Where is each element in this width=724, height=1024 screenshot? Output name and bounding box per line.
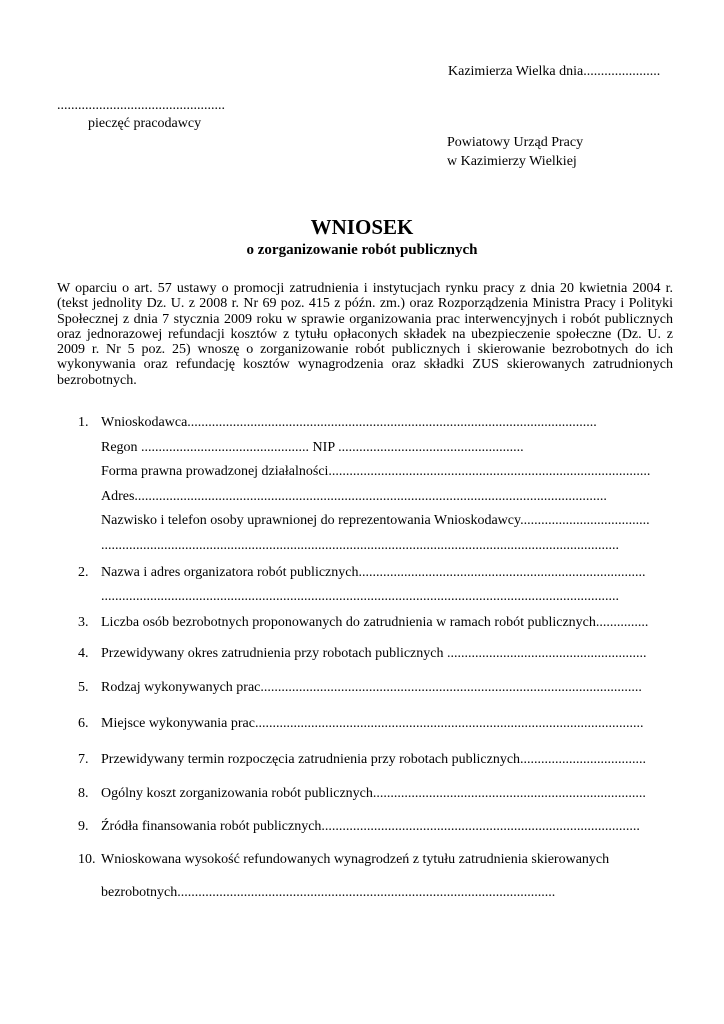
item-number: 3. bbox=[78, 615, 89, 630]
field-legal-form: Forma prawna prowadzonej działalności............................................................................................ bbox=[101, 464, 651, 479]
item-number: 2. bbox=[78, 565, 89, 580]
field-funding-sources: Źródła finansowania robót publicznych........................................................................................... bbox=[101, 819, 640, 834]
item-number: 9. bbox=[78, 819, 89, 834]
field-organizer: Nazwa i adres organizatora robót publicznych.................................................................................. bbox=[101, 565, 646, 580]
field-applicant: Wnioskodawca..................................................................................................................... bbox=[101, 415, 597, 430]
item-number: 10. bbox=[78, 852, 96, 867]
field-start-date: Przewidywany termin rozpoczęcia zatrudnienia przy robotach publicznych.................................... bbox=[101, 752, 647, 767]
item-number: 5. bbox=[78, 680, 89, 695]
field-refund-amount-cont: bezrobotnych............................................................................................................ bbox=[101, 885, 556, 900]
document-title: WNIOSEK bbox=[310, 215, 414, 239]
item-number: 1. bbox=[78, 415, 89, 430]
field-work-place: Miejsce wykonywania prac............................................................................................................... bbox=[101, 716, 644, 731]
item-number: 6. bbox=[78, 716, 89, 731]
field-representative: Nazwisko i telefon osoby uprawnionej do reprezentowania Wnioskodawcy..................................... bbox=[101, 513, 650, 528]
item-number: 7. bbox=[78, 752, 89, 767]
recipient-line2: w Kazimierzy Wielkiej bbox=[447, 154, 577, 169]
item-number: 8. bbox=[78, 786, 89, 801]
place-date: Kazimierza Wielka dnia...................... bbox=[448, 64, 661, 79]
intro-paragraph: W oparciu o art. 57 ustawy o promocji zatrudnienia i instytucjach rynku pracy z dnia 20 kwietnia 2004 r. (tekst jednolity Dz. U. z 2008 r. Nr 69 poz. 415 z późn. zm.) oraz Rozporządzenia Ministra Pracy i Polityki Społecznej z dnia 7 stycznia 2009 roku w sprawie organizowania prac interwencyjnych i robót publicznych oraz jednorazowej refundacji kosztów z tytułu opłaconych składek na ubezpieczenie społeczne (Dz. U. z 2009 r. Nr 5 poz. 25) wnoszę o zorganizowanie robót publicznych i skierowanie bezrobotnych do ich wykonywania oraz refundację kosztów wynagrodzenia oraz składki ZUS skierowanych zatrudnionych bezrobotnych. bbox=[57, 281, 673, 388]
field-number-of-unemployed: Liczba osób bezrobotnych proponowanych do zatrudnienia w ramach robót publicznych............... bbox=[101, 615, 649, 630]
stamp-line: ................................................ bbox=[57, 98, 225, 113]
field-regon-nip: Regon ................................................ NIP ..................................................... bbox=[101, 440, 524, 455]
field-address: Adres....................................................................................................................................... bbox=[101, 489, 607, 504]
field-blank-line: .................................................................................................................................................... bbox=[101, 589, 619, 604]
field-refund-amount: Wnioskowana wysokość refundowanych wynagrodzeń z tytułu zatrudnienia skierowanych bbox=[101, 852, 610, 867]
field-work-type: Rodzaj wykonywanych prac............................................................................................................. bbox=[101, 680, 642, 695]
recipient-line1: Powiatowy Urząd Pracy bbox=[447, 135, 584, 150]
field-employment-period: Przewidywany okres zatrudnienia przy robotach publicznych ......................................................... bbox=[101, 646, 647, 661]
field-blank-line: .................................................................................................................................................... bbox=[101, 538, 619, 553]
field-total-cost: Ogólny koszt zorganizowania robót publicznych.............................................................................. bbox=[101, 786, 646, 801]
document-subtitle: o zorganizowanie robót publicznych bbox=[246, 242, 478, 258]
stamp-label: pieczęć pracodawcy bbox=[88, 116, 202, 131]
recipient bbox=[447, 133, 583, 171]
item-number: 4. bbox=[78, 646, 89, 661]
